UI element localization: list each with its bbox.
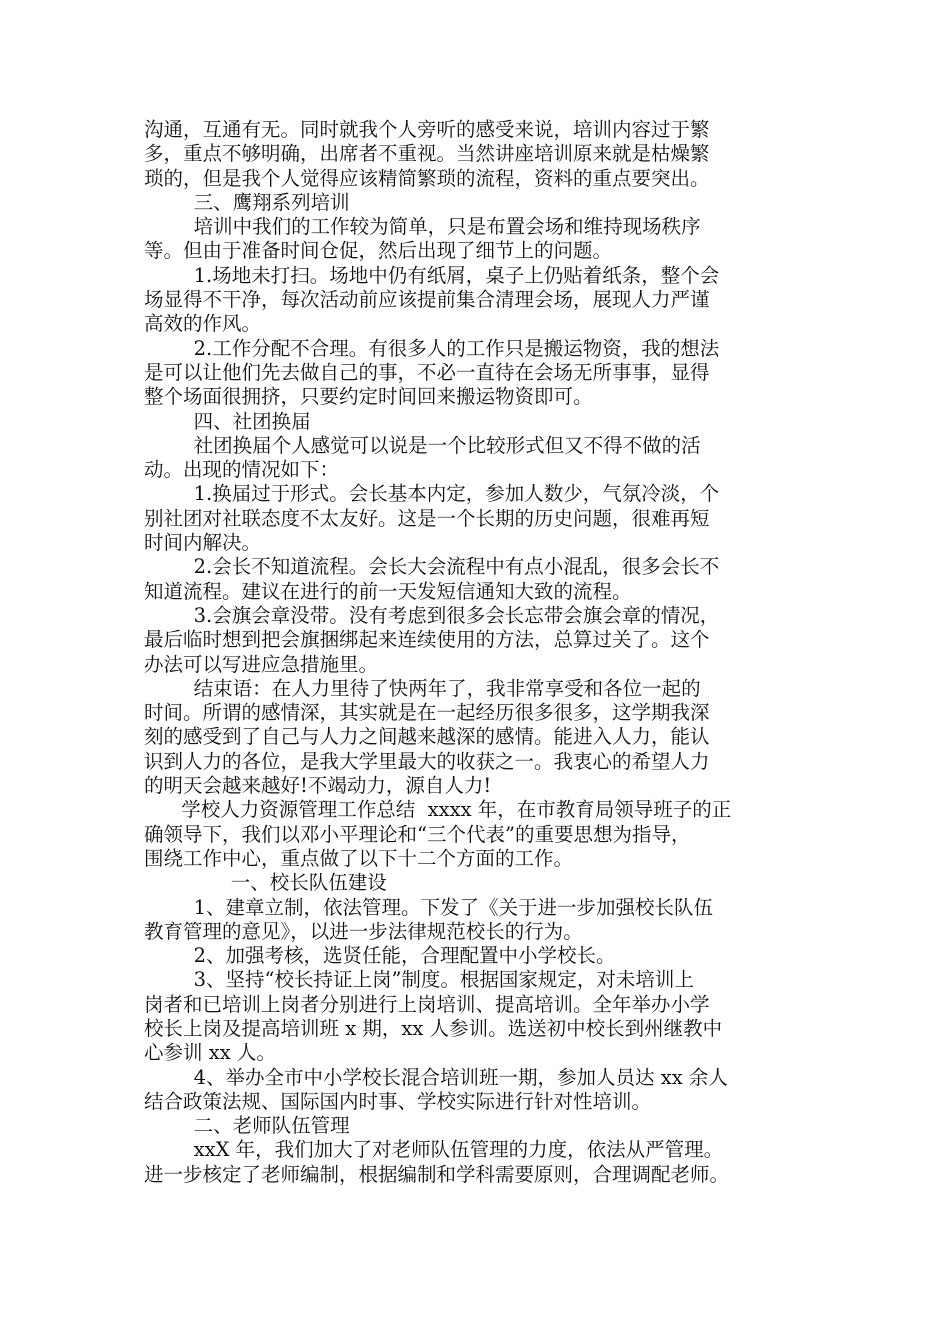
text-line: 1、建章立制，依法管理。下发了《关于进一步加强校长队伍 — [144, 895, 713, 919]
text-line: 识到人力的各位，是我大学里最大的收获之一。我衷心的希望人力 — [144, 749, 710, 773]
text-line: 沟通，互通有无。同时就我个人旁听的感受来说，培训内容过于繁 — [144, 118, 710, 141]
text-line: 2.会长不知道流程。会长大会流程中有点小混乱，很多会长不 — [144, 555, 720, 579]
text-line: 等。但由于准备时间仓促，然后出现了细节上的问题。 — [144, 239, 613, 263]
text-line: xxX 年，我们加大了对老师队伍管理的力度，依法从严管理。 — [144, 1138, 724, 1162]
text-line: 1.场地未打扫。场地中仍有纸屑，桌子上仍贴着纸条，整个会 — [144, 263, 720, 287]
text-line: 别社团对社联态度不太友好。这是一个长期的历史问题，很难再短 — [144, 506, 710, 530]
section-heading: 四、社团换届 — [144, 409, 311, 433]
text-line: 社团换届个人感觉可以说是一个比较形式但又不得不做的活 — [144, 433, 701, 457]
text-line: 多，重点不够明确，出席者不重视。当然讲座培训原来就是枯燥繁 — [144, 142, 710, 166]
text-line: 4、举办全市中小学校长混合培训班一期，参加人员达 xx 余人 — [144, 1065, 728, 1089]
text-line: 结束语：在人力里待了快两年了，我非常享受和各位一起的 — [144, 676, 701, 700]
text-line: 2.工作分配不合理。有很多人的工作只是搬运物资，我的想法 — [144, 336, 720, 360]
text-line: 时间。所谓的感情深，其实就是在一起经历很多很多，这学期我深 — [144, 701, 710, 725]
text-line: 围绕工作中心，重点做了以下十二个方面的工作。 — [144, 846, 574, 870]
text-line: 场显得不干净，每次活动前应该提前集合清理会场，展现人力严谨 — [144, 288, 710, 312]
text-line: 教育管理的意见》，以进一步法律规范校长的行为。 — [144, 919, 583, 943]
text-line: 1.换届过于形式。会长基本内定，参加人数少，气氛冷淡，个 — [144, 482, 720, 506]
text-line: 刻的感受到了自己与人力之间越来越深的感情。能进入人力，能认 — [144, 725, 710, 749]
text-line: 高效的作风。 — [144, 312, 262, 336]
text-line: 培训中我们的工作较为简单，只是布置会场和维持现场秩序 — [144, 215, 701, 239]
text-line: 是可以让他们先去做自己的事，不必一直待在会场无所事事，显得 — [144, 360, 710, 384]
section-heading: 二、老师队伍管理 — [144, 1114, 350, 1138]
section-heading: 一、校长队伍建设 — [144, 871, 387, 895]
text-line: 整个场面很拥挤，只要约定时间回来搬运物资即可。 — [144, 385, 593, 409]
text-line: 结合政策法规、国际国内时事、学校实际进行针对性培训。 — [144, 1089, 652, 1113]
text-line: 琐的，但是我个人觉得应该精简繁琐的流程，资料的重点要突出。 — [144, 166, 710, 190]
text-line: 时间内解决。 — [144, 531, 262, 555]
text-line: 动。出现的情况如下： — [144, 458, 340, 482]
text-line: 最后临时想到把会旗捆绑起来连续使用的方法，总算过关了。这个 — [144, 628, 710, 652]
text-line: 3.会旗会章没带。没有考虑到很多会长忘带会旗会章的情况， — [144, 603, 720, 627]
text-line: 心参训 xx 人。 — [144, 1041, 276, 1065]
text-line: 学校人力资源管理工作总结 xxxx 年，在市教育局领导班子的正 — [144, 798, 732, 822]
text-line: 2、加强考核，选贤任能，合理配置中小学校长。 — [144, 944, 616, 968]
text-line: 3、坚持“校长持证上岗”制度。根据国家规定，对未培训上 — [144, 968, 694, 992]
document-body — [144, 118, 806, 1187]
section-heading: 三、鹰翔系列培训 — [144, 190, 350, 214]
text-line: 确领导下，我们以邓小平理论和“三个代表”的重要思想为指导， — [144, 822, 691, 846]
text-line: 的明天会越来越好!不竭动力，源自人力! — [144, 774, 492, 798]
text-line: 知道流程。建议在进行的前一天发短信通知大致的流程。 — [144, 579, 632, 603]
text-line: 办法可以写进应急措施里。 — [144, 652, 379, 676]
text-line: 岗者和已培训上岗者分别进行上岗培训、提高培训。全年举办小学 — [144, 992, 710, 1016]
text-line: 进一步核定了老师编制，根据编制和学科需要原则，合理调配老师。 — [144, 1162, 730, 1186]
text-line: 校长上岗及提高培训班 x 期，xx 人参训。选送初中校长到州继教中 — [144, 1016, 723, 1040]
